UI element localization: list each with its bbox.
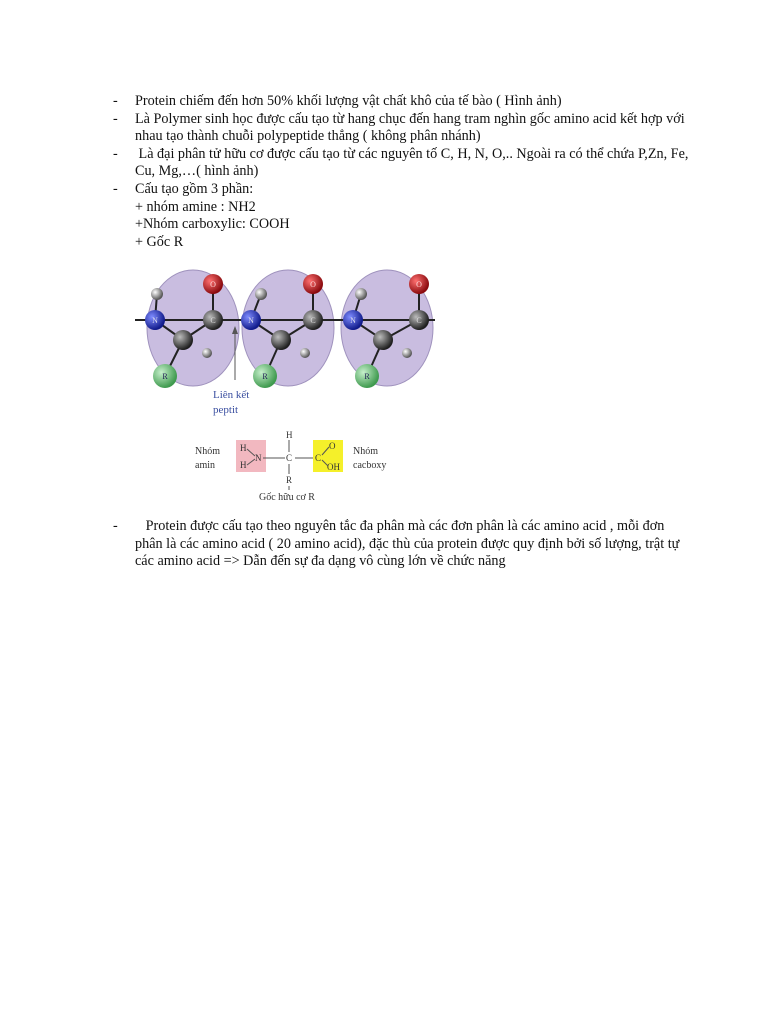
atom-label-c: C — [210, 316, 216, 325]
amine-h: H — [240, 443, 247, 453]
amine-n: N — [255, 453, 262, 463]
amine-group-label: Nhóm — [195, 446, 220, 457]
sub-item: + nhóm amine : NH2 — [135, 198, 256, 215]
bullet-dash: - — [113, 145, 118, 162]
hydrogen-atom — [402, 348, 412, 358]
atom-label-c: C — [416, 316, 422, 325]
atom-label-n: N — [248, 316, 254, 325]
amine-group-label: amin — [195, 460, 215, 471]
atom-label-n: N — [152, 316, 158, 325]
sub-item: +Nhóm carboxylic: COOH — [135, 216, 290, 233]
hydrogen-atom — [300, 348, 310, 358]
carboxyl-oh: OH — [327, 462, 340, 472]
bullet-item — [113, 93, 693, 111]
atom-label-o: O — [310, 280, 316, 289]
bullet-dash: - — [113, 180, 118, 197]
alpha-carbon: C — [286, 453, 293, 463]
carbon-atom — [173, 330, 193, 350]
atom-label-n: N — [350, 316, 356, 325]
peptide-chain-figure — [135, 268, 445, 418]
alpha-h: H — [286, 430, 293, 440]
carbon-atom — [373, 330, 393, 350]
bullet-item — [113, 111, 693, 146]
bond-label: peptit — [213, 404, 239, 416]
hydrogen-atom — [151, 288, 163, 300]
bullet-text: Là đại phân tử hữu cơ được cấu tạo từ các nguyên tố C, H, N, O,.. Ngoài ra có thể chứa P,Zn, Fe, Cu, Mg,…( hình ảnh) — [135, 145, 692, 180]
bullet-item — [113, 518, 693, 571]
hydrogen-atom — [255, 288, 267, 300]
atom-label-o: O — [416, 280, 422, 289]
bullet-dash: - — [113, 518, 118, 534]
sub-item: + Gốc R — [135, 233, 184, 250]
atom-label-r: R — [364, 372, 370, 381]
carboxyl-o: O — [329, 441, 336, 451]
hydrogen-atom — [202, 348, 212, 358]
alpha-r: R — [286, 475, 293, 485]
bullet-dash: - — [113, 93, 118, 109]
bullet-text: Là Polymer sinh học được cấu tạo từ hang chục đến hang tram nghìn gốc amino acid kết hợp với nhau tạo thành chuỗi polypeptide thẳng ( không phân nhánh) — [135, 110, 685, 145]
carboxyl-c: C — [315, 453, 322, 463]
hydrogen-atom — [355, 288, 367, 300]
bullet-list — [113, 518, 693, 571]
bullet-item — [113, 181, 693, 251]
r-group-caption: Gốc hữu cơ R — [259, 492, 315, 503]
bullet-item — [113, 146, 693, 181]
atom-label-r: R — [262, 372, 268, 381]
carbon-atom — [271, 330, 291, 350]
amino-acid-structure-figure — [195, 428, 405, 504]
residue-ovals — [147, 270, 433, 386]
amine-h: H — [240, 460, 247, 470]
bond-label: Liên kết — [213, 389, 250, 401]
carboxyl-group-label: cacboxy — [353, 460, 387, 471]
bullet-text: Protein được cấu tạo theo nguyên tắc đa phân mà các đơn phân là các amino acid , mỗi đơn phân là các amino acid ( 20 amino acid), đặc thù của protein được quy định bởi số lượng, trật tự các amino acid => Dẫn đến sự đa dạng vô cùng lớn về chức năng — [135, 518, 683, 570]
carboxyl-group-label: Nhóm — [353, 446, 378, 457]
bullet-list — [113, 93, 693, 251]
bullet-dash: - — [113, 110, 118, 127]
atom-label-o: O — [210, 280, 216, 289]
atom-label-r: R — [162, 372, 168, 381]
bullet-text: Cấu tạo gồm 3 phần: — [135, 180, 254, 197]
atom-label-c: C — [310, 316, 316, 325]
bullet-text: Protein chiếm đến hơn 50% khối lượng vật chất khô của tế bào ( Hình ảnh) — [135, 93, 562, 109]
